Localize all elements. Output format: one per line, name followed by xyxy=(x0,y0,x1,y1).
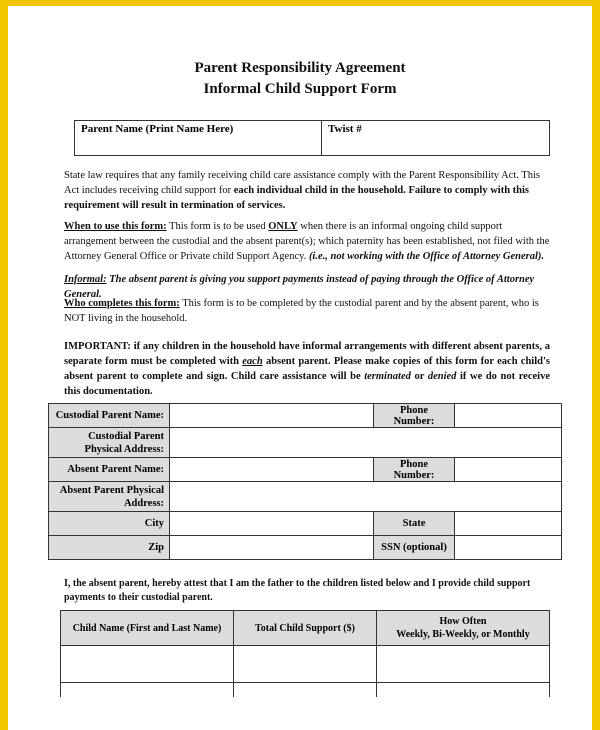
table-row xyxy=(49,404,562,428)
important-paragraph xyxy=(64,339,550,399)
p1-bold-text: each individual child in the household. Failure to comply with this requirement will result in termination of services. xyxy=(64,185,530,211)
p5-text-a: IMPORTANT: if any children in the household have informal arrangements with different absent parents, a separate form must be completed with xyxy=(64,341,550,367)
p2-text-c: (i.e., not working with the Office of Attorney General). xyxy=(308,251,545,262)
city-label: City xyxy=(49,512,170,536)
zip-input[interactable] xyxy=(170,536,374,560)
how-often-line1: How Often xyxy=(439,616,487,627)
p5-text-b: absent parent. Please make copies of this form for each child's absent parent to complete and sign. Child care assistance will be xyxy=(64,356,550,382)
p2-only: ONLY xyxy=(268,221,298,232)
p2-text-b: when there is an informal ongoing child support arrangement between the custodial and the absent parent(s); which paternity has been established, not filed with the Attorney General Office or Private child Support Agency. xyxy=(64,221,550,262)
total-support-cell[interactable] xyxy=(234,683,377,698)
table-row xyxy=(61,683,550,698)
parent-info-table xyxy=(48,403,562,560)
how-often-cell[interactable] xyxy=(377,683,550,698)
city-input[interactable] xyxy=(170,512,374,536)
p5-text-d: if we do not receive this documentation. xyxy=(64,371,550,397)
custodial-address-label: Custodial Parent Physical Address: xyxy=(49,428,170,458)
phone-input-1[interactable] xyxy=(455,404,562,428)
custodial-address-input[interactable] xyxy=(170,428,562,458)
twist-number-field[interactable]: Twist # xyxy=(328,123,362,135)
parent-name-box xyxy=(74,120,550,156)
p5-each: each xyxy=(242,356,263,367)
absent-address-label: Absent Parent Physical Address: xyxy=(49,482,170,512)
state-input[interactable] xyxy=(455,512,562,536)
p5-terminated: terminated xyxy=(364,371,411,382)
custodial-name-label: Custodial Parent Name: xyxy=(49,404,170,428)
attestation-text: I, the absent parent, hereby attest that I am the father to the children listed below and I provide child support payments to their custodial parent. xyxy=(64,578,531,603)
table-header-row xyxy=(61,611,550,646)
how-often-header xyxy=(377,611,550,646)
child-name-cell[interactable] xyxy=(61,646,234,683)
zip-label: Zip xyxy=(49,536,170,560)
table-row xyxy=(49,458,562,482)
table-row xyxy=(49,428,562,458)
child-name-cell[interactable] xyxy=(61,683,234,698)
p5-text-c: or xyxy=(410,371,428,382)
phone-label-2: Phone Number: xyxy=(374,458,455,482)
p4-text: This form is to be completed by the custodial parent and by the absent parent, who is NOT living in the household. xyxy=(64,298,539,324)
p5-denied: denied xyxy=(427,371,457,382)
who-completes-paragraph xyxy=(64,296,550,326)
child-support-table xyxy=(60,610,550,697)
form-page xyxy=(8,6,592,730)
p1-text: State law requires that any family receiving child care assistance comply with the Parent Responsibility Act. This Act includes receiving child support for xyxy=(64,170,540,196)
ssn-input[interactable] xyxy=(455,536,562,560)
table-row xyxy=(49,482,562,512)
custodial-name-input[interactable] xyxy=(170,404,374,428)
how-often-line2: Weekly, Bi-Weekly, or Monthly xyxy=(396,629,530,640)
form-title: Parent Responsibility Agreement xyxy=(194,60,406,76)
phone-input-2[interactable] xyxy=(455,458,562,482)
p3-text: The absent parent is giving you support payments instead of paying through the Office of Attorney General. xyxy=(64,274,535,300)
table-row xyxy=(49,512,562,536)
phone-label-1: Phone Number: xyxy=(374,404,455,428)
absent-name-label: Absent Parent Name: xyxy=(49,458,170,482)
absent-name-input[interactable] xyxy=(170,458,374,482)
parent-name-field[interactable]: Parent Name (Print Name Here) xyxy=(75,121,322,155)
ssn-label: SSN (optional) xyxy=(374,536,455,560)
table-row xyxy=(61,646,550,683)
total-support-header: Total Child Support ($) xyxy=(234,611,377,646)
child-name-header: Child Name (First and Last Name) xyxy=(61,611,234,646)
total-support-cell[interactable] xyxy=(234,646,377,683)
how-often-cell[interactable] xyxy=(377,646,550,683)
informal-heading: Informal: xyxy=(64,274,107,285)
state-law-paragraph xyxy=(64,168,550,213)
form-subtitle: Informal Child Support Form xyxy=(203,81,397,97)
when-to-use-heading: When to use this form: xyxy=(64,221,167,232)
p2-text-a: This form is to be used xyxy=(166,221,269,232)
state-label: State xyxy=(374,512,455,536)
who-completes-heading: Who completes this form: xyxy=(64,298,180,309)
absent-address-input[interactable] xyxy=(170,482,562,512)
when-to-use-paragraph xyxy=(64,219,550,264)
table-row xyxy=(49,536,562,560)
